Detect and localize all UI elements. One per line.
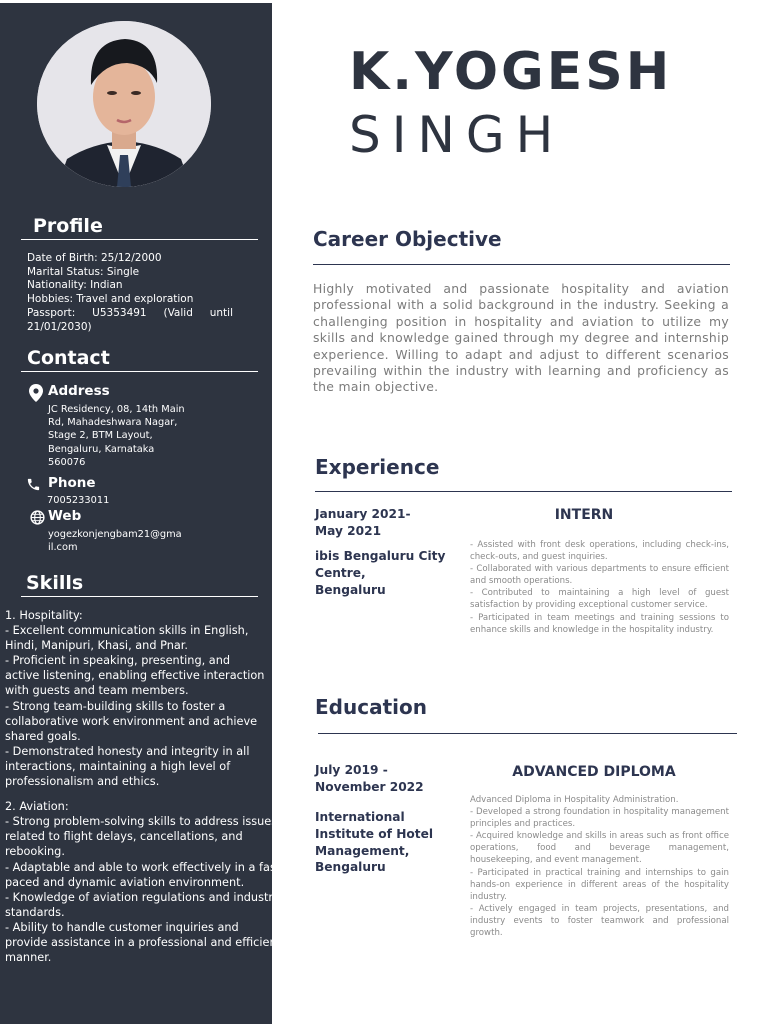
nationality-text: Nationality: Indian	[27, 279, 123, 292]
skills-line: - Strong team-building skills to foster a	[5, 699, 226, 713]
education-degree: ADVANCED DIPLOMA	[512, 764, 676, 780]
address-label: Address	[48, 383, 110, 399]
skills-divider	[21, 596, 258, 597]
org-line: Institute of Hotel	[315, 826, 434, 841]
duty-item: - Contributed to maintaining a high level of guest satisfaction by providing exceptional customer service.	[470, 588, 729, 611]
duty-item: - Acquired knowledge and skills in areas such as front office operations, food and beverage management, housekeeping, and event management.	[470, 831, 729, 866]
date-line: November 2022	[315, 779, 424, 794]
skills-line: - Demonstrated honesty and integrity in all	[5, 744, 250, 758]
skills-line: professionalism and ethics.	[5, 775, 160, 789]
education-institution	[315, 809, 433, 876]
phone-number: 7005233011	[47, 495, 110, 506]
skills-spacer	[5, 789, 271, 799]
dob-text: Date of Birth: 25/12/2000	[27, 252, 162, 264]
web-label: Web	[48, 508, 82, 524]
skills-list	[5, 608, 285, 965]
skills-line: - Excellent communication skills in English,	[5, 624, 249, 638]
duty-item: - Actively engaged in team projects, presentations, and industry events to foster teamwork and professional growth.	[470, 903, 729, 939]
career-objective-text: Highly motivated and passionate hospitality and aviation professional with a solid background in the industry. Seeking a challenging position in hospitality and aviation to utilize my skills and knowledge gained through my degree and internship experience. Willing to adapt and adjust to different scenarios prevailing within the industry with learning and proficiency as the main objective.	[313, 281, 729, 395]
web-value	[48, 528, 182, 554]
map-pin-icon	[29, 384, 43, 406]
phone-icon	[26, 477, 41, 496]
skills-line: - Strong problem-solving skills to address issues	[5, 815, 278, 829]
hobbies-text: Hobbies: Travel and exploration	[27, 293, 194, 306]
address-line: JC Residency, 08, 14th Main	[48, 404, 185, 415]
skills-line: standards.	[5, 905, 65, 919]
skills-line: shared goals.	[5, 729, 81, 743]
org-line: International	[315, 810, 405, 824]
profile-photo	[37, 21, 211, 187]
career-objective-heading: Career Objective	[313, 227, 502, 251]
skills-line: rebooking.	[5, 845, 65, 859]
name-last: SINGH	[349, 106, 565, 164]
career-divider	[313, 264, 730, 265]
skills-line: provide assistance in a professional and efficient	[5, 935, 282, 949]
org-line: Management,	[315, 843, 410, 858]
duty-item: - Collaborated with various departments to ensure efficient and smooth operations.	[470, 564, 729, 587]
address-value	[48, 403, 185, 469]
globe-icon	[30, 510, 45, 529]
skills-heading: Skills	[26, 572, 84, 594]
duty-item: - Participated in practical training and internships to gain hands-on experience in different areas of the hospitality industry.	[470, 867, 729, 902]
education-dates	[315, 762, 424, 796]
experience-heading: Experience	[315, 455, 440, 479]
passport-label: Passport:	[27, 306, 76, 319]
experience-divider	[315, 491, 732, 492]
education-heading: Education	[315, 695, 427, 719]
org-line: ibis Bengaluru City	[315, 549, 446, 563]
address-line: 560076	[48, 456, 86, 468]
education-details	[470, 794, 729, 939]
skills-line: - Proficient in speaking, presenting, and	[5, 654, 231, 668]
address-line: Rd, Mahadeshwara Nagar,	[48, 417, 178, 429]
skills-line: manner.	[5, 951, 52, 965]
education-divider	[318, 733, 737, 734]
skills-line: 2. Aviation:	[5, 800, 69, 814]
profile-heading: Profile	[33, 215, 103, 237]
skills-line: collaborative work environment and achieve	[5, 714, 258, 728]
skills-line: interactions, maintaining a high level of	[5, 759, 231, 773]
contact-divider	[21, 371, 258, 372]
phone-label: Phone	[48, 475, 96, 491]
skills-line: - Knowledge of aviation regulations and industry	[5, 890, 280, 904]
passport-valid: (Valid	[163, 306, 193, 319]
experience-dates	[315, 506, 411, 540]
name-first: K.YOGESH	[349, 42, 673, 102]
address-line: Bengaluru, Karnataka	[48, 443, 155, 455]
duty-item: - Assisted with front desk operations, including check-ins, check-outs, and guest inquiries.	[470, 540, 729, 563]
passport-line	[27, 307, 233, 321]
experience-organization	[315, 548, 445, 598]
skills-line: - Adaptable and able to work effectively in a fast-	[5, 860, 285, 874]
duty-item: - Participated in team meetings and training sessions to enhance skills and knowledge in the hospitality industry.	[470, 612, 729, 635]
web-line: il.com	[48, 542, 78, 554]
passport-number: U5353491	[92, 306, 147, 319]
marital-status-text: Marital Status: Single	[27, 265, 140, 278]
sidebar	[0, 3, 285, 1024]
org-line: Centre,	[315, 565, 366, 580]
passport-expiry: 21/01/2030)	[27, 320, 92, 333]
address-line: Stage 2, BTM Layout,	[48, 430, 153, 442]
duty-item: Advanced Diploma in Hospitality Administration.	[470, 795, 679, 805]
date-line: May 2021	[315, 523, 382, 538]
experience-duties	[470, 539, 729, 636]
org-line: Bengaluru	[315, 860, 386, 875]
passport-until: until	[209, 306, 233, 319]
org-line: Bengaluru	[315, 582, 386, 597]
skills-line: related to flight delays, cancellations, and	[5, 830, 243, 844]
skills-line: paced and dynamic aviation environment.	[5, 875, 245, 889]
skills-line: active listening, enabling effective interaction	[5, 669, 265, 683]
contact-heading: Contact	[27, 347, 110, 369]
date-line: January 2021-	[315, 507, 411, 521]
web-line: yogezkonjengbam21@gma	[48, 529, 182, 540]
profile-details	[27, 252, 233, 334]
duty-item: - Developed a strong foundation in hospitality management principles and practices.	[470, 807, 729, 830]
date-line: July 2019 -	[315, 763, 388, 777]
skills-line: - Ability to handle customer inquiries and	[5, 920, 239, 934]
experience-role: INTERN	[554, 507, 614, 523]
skills-line: 1. Hospitality:	[5, 609, 83, 622]
skills-line: with guests and team members.	[5, 684, 189, 698]
skills-line: Hindi, Manipuri, Khasi, and Pnar.	[5, 639, 188, 653]
profile-divider	[21, 239, 258, 240]
